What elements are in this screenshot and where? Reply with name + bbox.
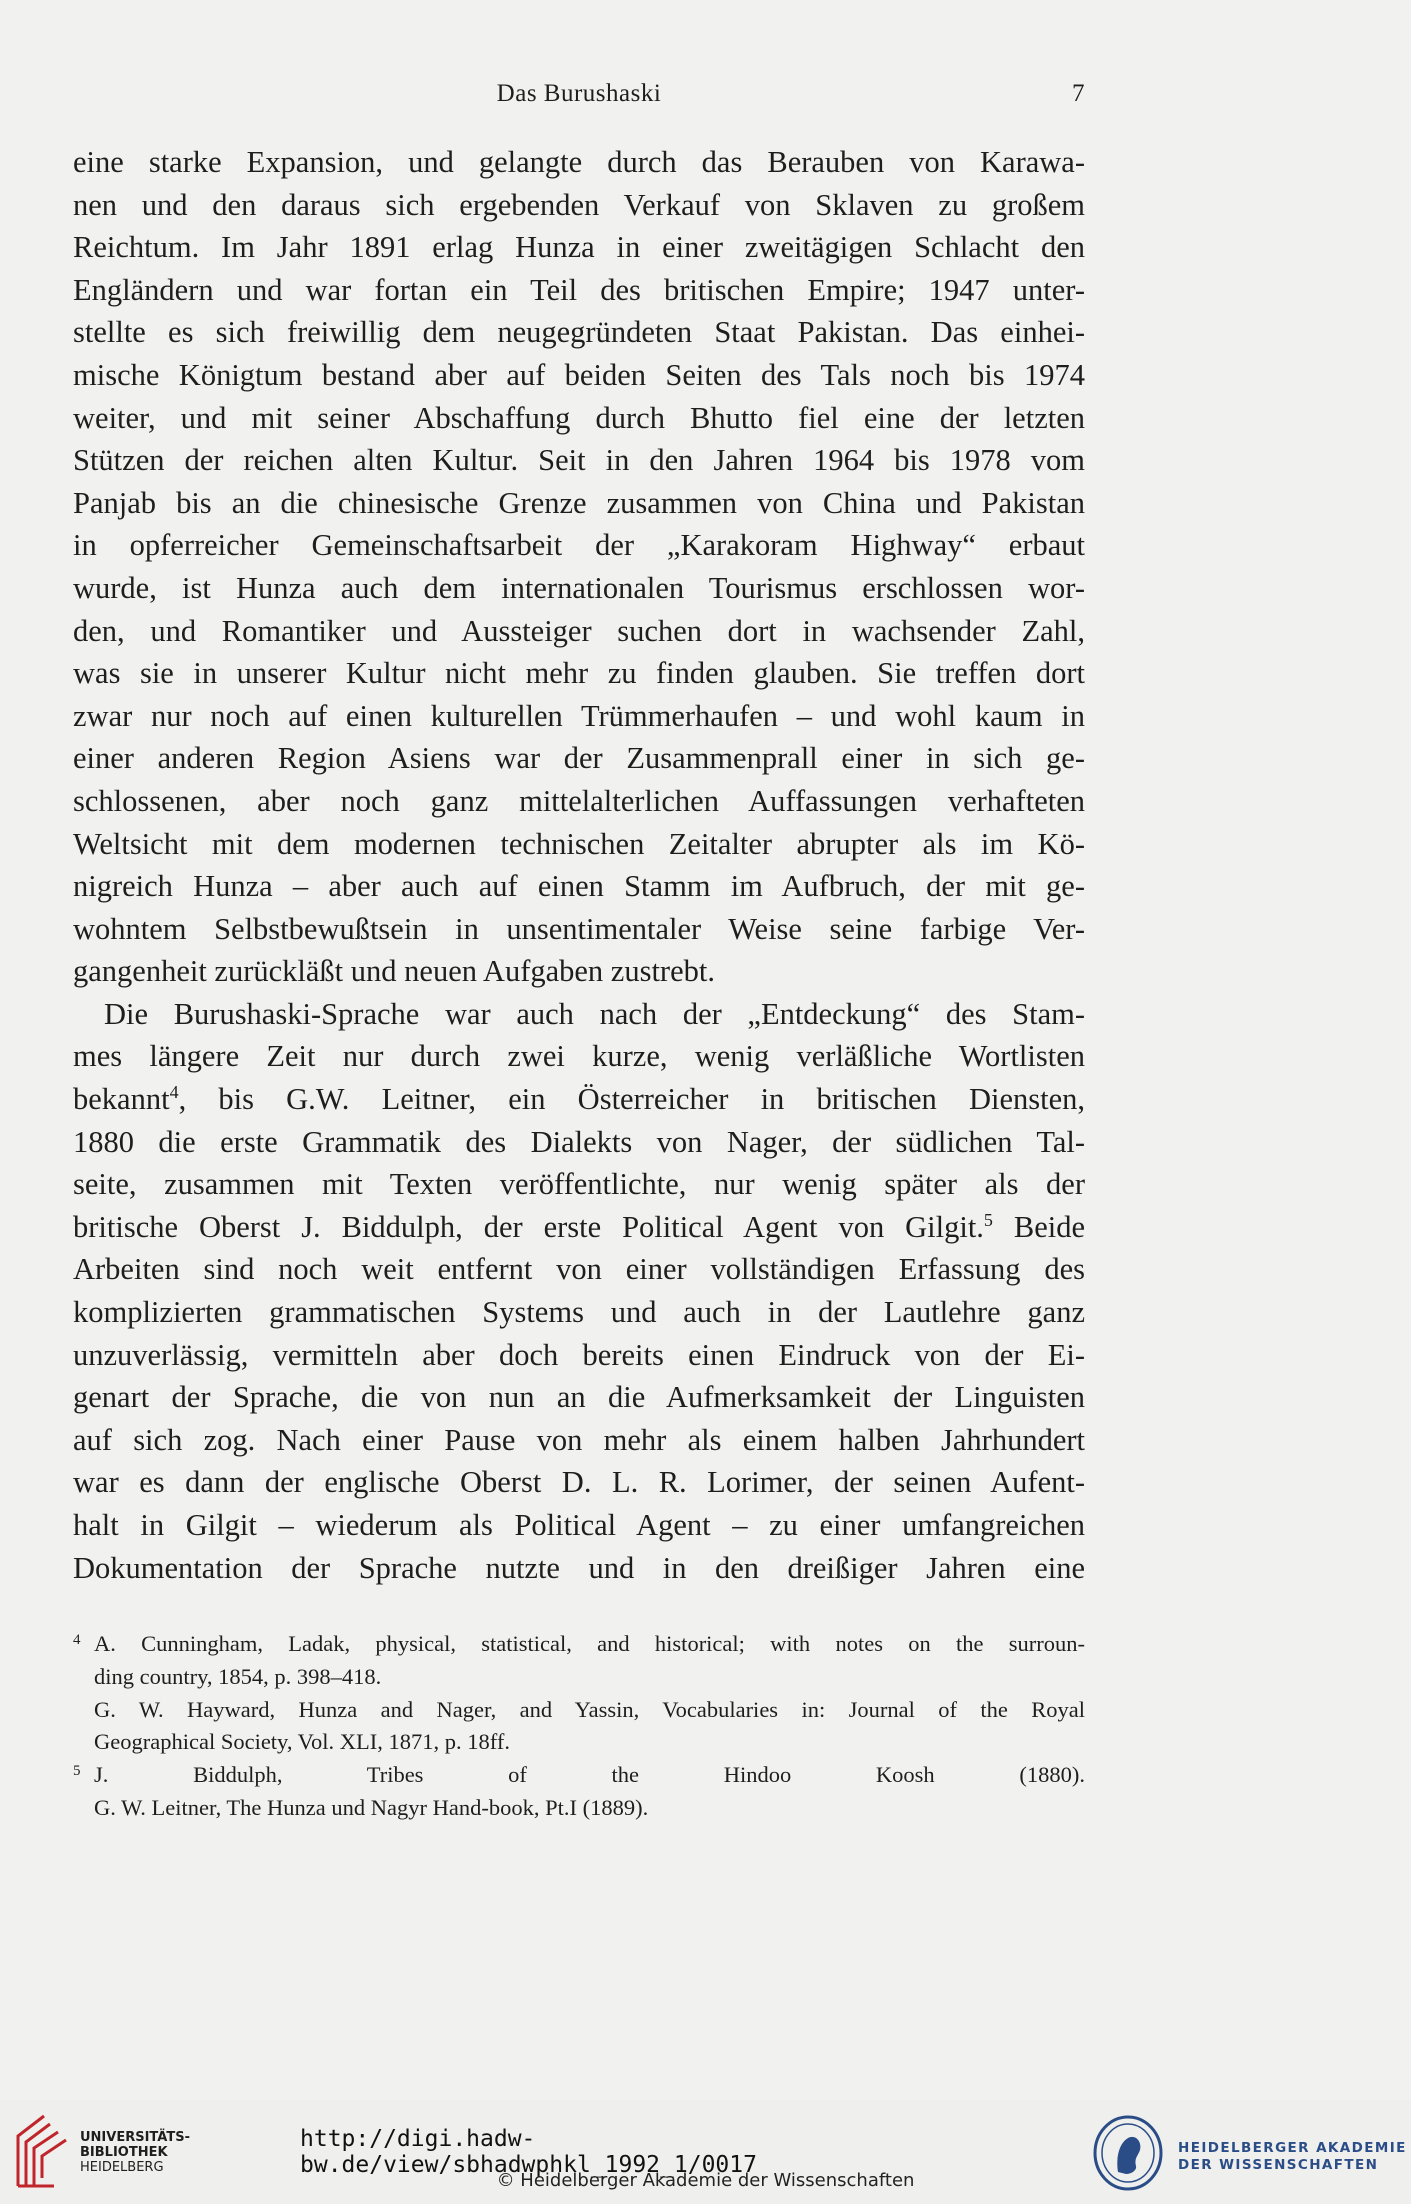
text-line: [73, 184, 1085, 227]
footnote-line: J. Biddulph, Tribes of the Hindoo Koosh (1880).: [94, 1762, 1085, 1788]
text-line-content: britische Oberst J. Biddulph, der erste Political Agent von Gilgit.: [73, 1209, 984, 1244]
text-line: [73, 737, 1085, 780]
text-line: [73, 311, 1085, 354]
text-line-content: Stützen der reichen alten Kultur. Seit in den Jahren 1964 bis 1978 vom: [73, 443, 1085, 478]
text-line: [73, 1291, 1085, 1334]
text-line-continuation: Beide: [992, 1209, 1085, 1244]
text-line-content: Arbeiten sind noch weit entfernt von einer vollständigen Erfassung des: [73, 1252, 1085, 1287]
library-line-3: HEIDELBERG: [80, 2160, 164, 2175]
footnotes: [73, 1628, 1085, 1825]
text-line-content: seite, zusammen mit Texten veröffentlichte, nur wenig später als der: [73, 1167, 1085, 1202]
text-line: [73, 865, 1085, 908]
text-line: [73, 823, 1085, 866]
text-line-content: in opferreicher Gemeinschaftsarbeit der „Karakoram Highway“ erbaut: [73, 528, 1085, 563]
footnote-mark: 4: [73, 1632, 81, 1648]
text-line: [73, 695, 1085, 738]
footnote-line: A. Cunningham, Ladak, physical, statistical, and historical; with notes on the surroun-: [94, 1631, 1085, 1656]
footnote-mark: 5: [73, 1763, 81, 1780]
text-line: [73, 1163, 1085, 1206]
text-line-content: war es dann der englische Oberst D. L. R. Lorimer, der seinen Aufent-: [73, 1465, 1085, 1500]
text-line-content: was sie in unserer Kultur nicht mehr zu finden glauben. Sie treffen dort: [73, 656, 1085, 691]
text-line: [73, 1334, 1085, 1377]
text-line-content: mes längere Zeit nur durch zwei kurze, wenig verläßliche Wortlisten: [73, 1039, 1085, 1074]
running-head: [73, 80, 1085, 112]
text-line-content: Weltsicht mit dem modernen technischen Zeitalter abrupter als im Kö-: [73, 826, 1085, 861]
text-line: [73, 1035, 1085, 1078]
viewer-footer: [0, 2104, 1411, 2204]
academy-name: [1178, 2140, 1407, 2174]
text-line: [73, 1376, 1085, 1419]
text-line: [73, 269, 1085, 312]
text-line: [73, 439, 1085, 482]
text-line-content: schlossenen, aber noch ganz mittelalterlichen Auffassungen verhafteten: [73, 783, 1085, 818]
text-line-content: Reichtum. Im Jahr 1891 erlag Hunza in einer zweitägigen Schlacht den: [73, 230, 1085, 265]
permalink-url[interactable]: http://digi.hadw-bw.de/view/sbhadwphkl_1992_1/0017: [300, 2126, 757, 2178]
text-line: [73, 1206, 1085, 1249]
text-line-content: Panjab bis an die chinesische Grenze zusammen von China und Pakistan: [73, 485, 1085, 520]
text-line-content: gangenheit zurückläßt und neuen Aufgaben zustrebt.: [73, 954, 715, 989]
text-line-content: 1880 die erste Grammatik des Dialekts von Nager, der südlichen Tal-: [73, 1124, 1085, 1159]
academy-line-1: HEIDELBERGER AKADEMIE: [1178, 2140, 1407, 2156]
text-line-content: den, und Romantiker und Aussteiger suchen dort in wachsender Zahl,: [73, 613, 1085, 648]
text-line: [73, 567, 1085, 610]
page-number: 7: [1072, 80, 1085, 107]
text-line: [73, 354, 1085, 397]
text-line: [73, 1078, 1085, 1121]
text-line-content: einer anderen Region Asiens war der Zusammenprall einer in sich ge-: [73, 741, 1085, 776]
text-line: [73, 780, 1085, 823]
text-line: [73, 1121, 1085, 1164]
footnote-reference[interactable]: 4: [169, 1081, 179, 1102]
footnote-line: Geographical Society, Vol. XLI, 1871, p. 18ff.: [94, 1729, 510, 1755]
text-line-content: nigreich Hunza – aber auch auf einen Stamm im Aufbruch, der mit ge-: [73, 869, 1085, 904]
text-line: [73, 226, 1085, 269]
text-line-content: nen und den daraus sich ergebenden Verkauf von Sklaven zu großem: [73, 187, 1085, 222]
footnote: [73, 1759, 1085, 1825]
academy-line-2: DER WISSENSCHAFTEN: [1178, 2157, 1379, 2173]
footnote-line: G. W. Hayward, Hunza and Nager, and Yassin, Vocabularies in: Journal of the Royal: [94, 1696, 1085, 1722]
text-line: [73, 950, 1085, 993]
library-name: [80, 2130, 190, 2175]
text-line-content: genart der Sprache, die von nun an die Aufmerksamkeit der Linguisten: [73, 1380, 1085, 1415]
footnote-line: G. W. Leitner, The Hunza und Nagyr Hand-book, Pt.I (1889).: [94, 1794, 649, 1820]
body-text: [73, 141, 1085, 1589]
text-line-content: wurde, ist Hunza auch dem internationalen Tourismus erschlossen wor-: [73, 570, 1085, 605]
text-line: [73, 610, 1085, 653]
library-line-2: BIBLIOTHEK: [80, 2145, 168, 2160]
text-line: [73, 1248, 1085, 1291]
text-line-content: Dokumentation der Sprache nutzte und in den dreißiger Jahren eine: [73, 1550, 1085, 1585]
copyright-notice: © Heidelberger Akademie der Wissenschaften: [496, 2170, 915, 2191]
text-line-content: mische Königtum bestand aber auf beiden Seiten des Tals noch bis 1974: [73, 357, 1085, 392]
running-title: Das Burushaski: [496, 80, 662, 107]
text-line: [73, 652, 1085, 695]
text-line: [73, 1504, 1085, 1547]
text-line-content: auf sich zog. Nach einer Pause von mehr als einem halben Jahrhundert: [73, 1422, 1085, 1457]
text-line: [73, 482, 1085, 525]
text-line-content: zwar nur noch auf einen kulturellen Trümmerhaufen – und wohl kaum in: [73, 698, 1085, 733]
text-line: [73, 524, 1085, 567]
text-line: [73, 1461, 1085, 1504]
footnote: [73, 1628, 1085, 1759]
text-line-content: unzuverlässig, vermitteln aber doch bereits einen Eindruck von der Ei-: [73, 1337, 1085, 1372]
footnote-line: ding country, 1854, p. 398–418.: [94, 1663, 382, 1689]
text-line-content: stellte es sich freiwillig dem neugegründeten Staat Pakistan. Das einhei-: [73, 315, 1085, 350]
text-line: [73, 1419, 1085, 1462]
academy-seal-icon: [1092, 2114, 1164, 2192]
text-line-content: Engländern und war fortan ein Teil des britischen Empire; 1947 unter-: [73, 272, 1085, 307]
text-line-content: weiter, und mit seiner Abschaffung durch Bhutto fiel eine der letzten: [73, 400, 1085, 435]
footnote-reference[interactable]: 5: [983, 1209, 993, 1230]
text-line-content: komplizierten grammatischen Systems und auch in der Lautlehre ganz: [73, 1295, 1085, 1330]
text-line: [73, 908, 1085, 951]
text-line: [73, 993, 1085, 1036]
text-line-continuation: , bis G.W. Leitner, ein Österreicher in britischen Diensten,: [178, 1082, 1085, 1117]
text-line: [73, 141, 1085, 184]
text-line-content: bekannt: [73, 1082, 170, 1117]
text-line-content: wohntem Selbstbewußtsein in unsentimentaler Weise seine farbige Ver-: [73, 911, 1085, 946]
library-line-1: UNIVERSITÄTS-: [80, 2130, 190, 2145]
text-line-content: halt in Gilgit – wiederum als Political Agent – zu einer umfangreichen: [73, 1508, 1085, 1542]
text-line-content: eine starke Expansion, und gelangte durch das Berauben von Karawa-: [73, 145, 1085, 179]
text-line-content: Die Burushaski-Sprache war auch nach der „Entdeckung“ des Stam-: [104, 996, 1085, 1031]
text-line: [73, 1547, 1085, 1590]
text-line: [73, 397, 1085, 440]
